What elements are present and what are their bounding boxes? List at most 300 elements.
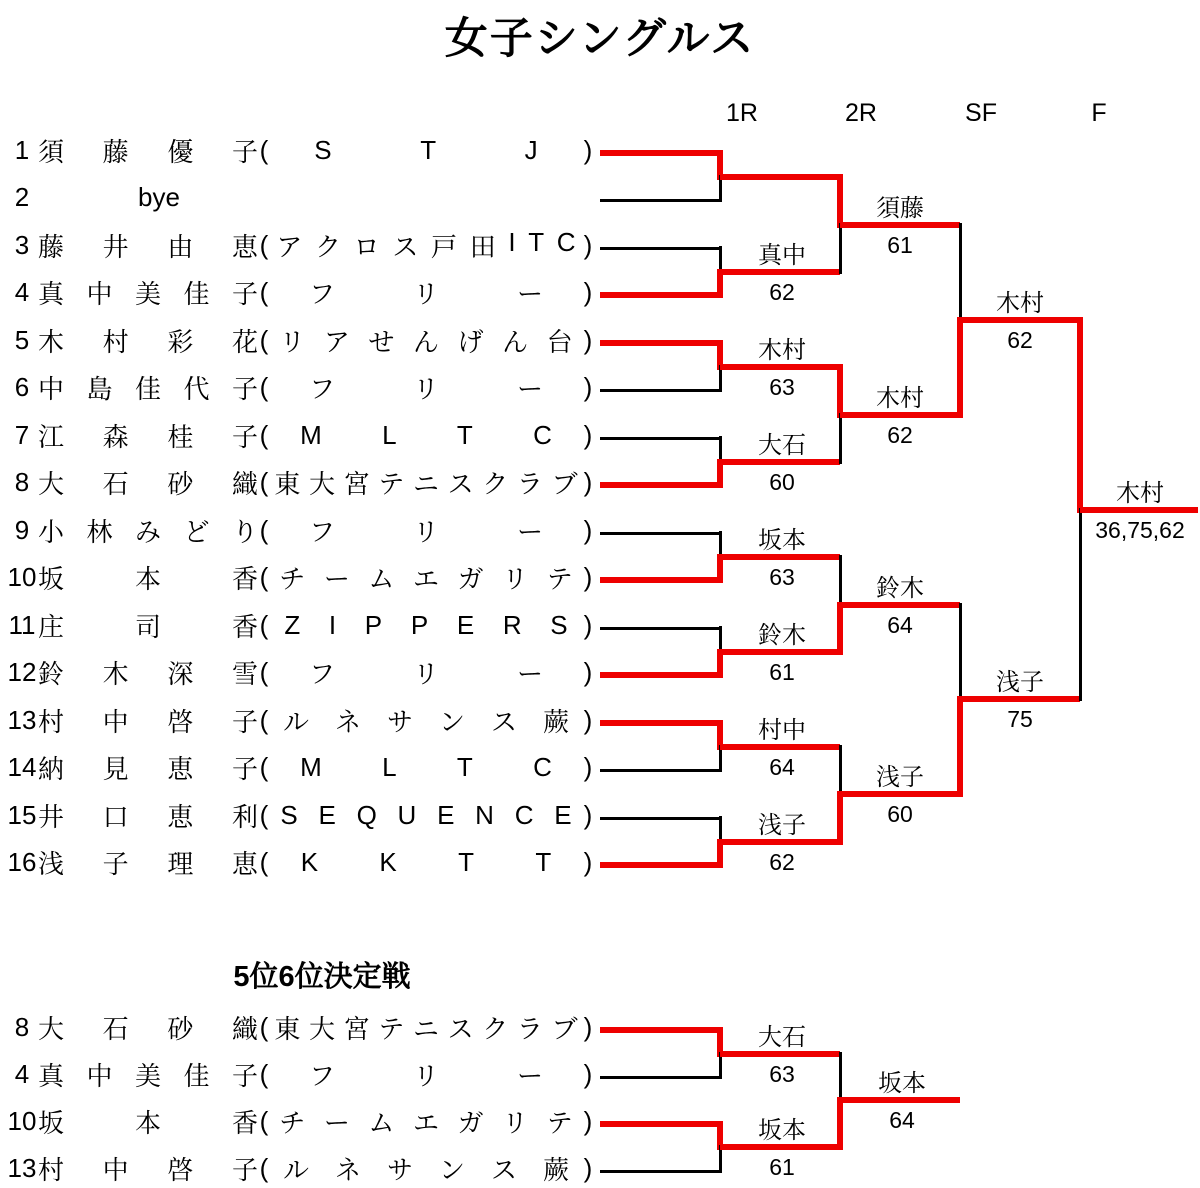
paren-close: ) (583, 799, 593, 830)
text-char: 代 (183, 373, 210, 404)
match-winner-name: 鈴木 (758, 622, 806, 649)
text-char: T (420, 134, 437, 165)
paren-close: ) (583, 419, 593, 450)
entry-row-bye (0, 181, 180, 213)
text-char: 恵 (167, 753, 194, 784)
text-char: チ (279, 1107, 306, 1138)
match-score: 64 (889, 1107, 915, 1133)
entry-seed: 13 (7, 1152, 37, 1183)
entry-club (270, 464, 582, 501)
text-char: I (328, 609, 337, 640)
paren-open: ( (259, 799, 269, 830)
match-score: 63 (769, 564, 795, 590)
bracket-line-h (600, 247, 720, 250)
text-char: リ (412, 1060, 439, 1091)
text-char: M (300, 751, 322, 782)
paren-close: ) (583, 229, 593, 260)
text-char: ン (438, 1154, 465, 1185)
round-header-2r: 2R (845, 99, 877, 127)
paren-open: ( (259, 419, 269, 450)
match-winner-name: 大石 (758, 432, 806, 459)
text-char: T (456, 419, 473, 450)
paren-close: ) (583, 514, 593, 545)
entry-name (38, 1103, 258, 1140)
bracket-line-h (600, 1027, 720, 1033)
entry-seed: 2 (14, 181, 30, 212)
match-winner-label (840, 577, 960, 637)
text-char: 大 (308, 468, 335, 499)
text-char: 江 (38, 421, 65, 452)
match-winner-name: 坂本 (758, 1117, 806, 1144)
entry-row (0, 704, 594, 736)
text-char: 木 (38, 326, 65, 357)
text-char: フ (308, 516, 335, 547)
text-char: 本 (134, 1107, 161, 1138)
text-char: 子 (231, 1060, 258, 1091)
bracket-line-h (600, 577, 720, 583)
text-char: 大 (38, 468, 65, 499)
entry-club (270, 274, 582, 311)
bracket-line-h (720, 174, 840, 180)
text-char: 庄 (38, 611, 65, 642)
text-char: 優 (167, 136, 194, 167)
entry-name (38, 654, 258, 691)
text-char: E (456, 609, 475, 640)
text-char: ネ (334, 706, 361, 737)
match-winner-label (840, 197, 960, 257)
text-char: 井 (38, 801, 65, 832)
champion-label (1080, 482, 1200, 542)
text-char: 台 (546, 326, 573, 357)
entry-name (38, 1056, 258, 1093)
entry-club (270, 420, 582, 451)
text-char: フ (308, 373, 335, 404)
match-winner-name: 須藤 (876, 195, 924, 222)
paren-close: ) (583, 134, 593, 165)
text-char: R (502, 609, 522, 640)
text-char: J (524, 134, 538, 165)
paren-open: ( (259, 276, 269, 307)
bracket-line-h (600, 437, 720, 440)
text-char: U (397, 799, 417, 830)
match-winner-name: 木村 (996, 290, 1044, 317)
text-char: 戸 (431, 231, 458, 262)
entry-row (0, 466, 594, 498)
text-char: ス (392, 231, 419, 262)
entry-row (0, 799, 594, 831)
text-char: 村 (38, 1154, 65, 1185)
match-score: 61 (769, 659, 795, 685)
entry-row (0, 419, 594, 451)
entry-name (38, 227, 258, 264)
text-char: 利 (231, 801, 258, 832)
entry-name (38, 417, 258, 454)
text-char: リ (412, 278, 439, 309)
match-score: 62 (887, 422, 913, 448)
text-char: 木 (102, 658, 129, 689)
match-winner-label (722, 529, 842, 589)
text-char: 雪 (231, 658, 258, 689)
text-char: リ (502, 1107, 529, 1138)
paren-close: ) (583, 751, 593, 782)
match-winner-name: 浅子 (758, 812, 806, 839)
text-char: 司 (134, 611, 161, 642)
text-char: サ (386, 706, 413, 737)
text-char: ー (516, 516, 543, 547)
text-char: C (533, 419, 552, 450)
text-char: 石 (102, 468, 129, 499)
text-char: ブ (551, 468, 578, 499)
text-char: ん (412, 326, 439, 357)
entry-row (0, 324, 594, 356)
entry-seed: 13 (7, 704, 37, 735)
text-char: ア (323, 326, 350, 357)
text-char: ニ (412, 1013, 439, 1044)
text-char: ス (447, 468, 474, 499)
entry-name (38, 702, 258, 739)
text-char: り (231, 516, 258, 547)
paren-close: ) (583, 1105, 593, 1136)
entry-seed: 14 (7, 751, 37, 782)
text-char: 真 (38, 278, 65, 309)
entry-club (270, 1103, 582, 1140)
text-char: 恵 (231, 848, 258, 879)
text-char: ー (516, 278, 543, 309)
text-char: C (556, 226, 576, 257)
text-char: 口 (102, 801, 129, 832)
text-char: ク (482, 1013, 509, 1044)
entry-seed: 16 (7, 846, 37, 877)
text-char: 子 (231, 136, 258, 167)
match-winner-name: 村中 (758, 717, 806, 744)
text-char: 宮 (343, 1013, 370, 1044)
text-char: ロ (353, 231, 380, 262)
text-char: 蕨 (542, 1154, 569, 1185)
entry-row (0, 1152, 594, 1184)
match-winner-name: 坂本 (878, 1070, 926, 1097)
bracket-line-h (600, 1121, 720, 1127)
paren-open: ( (259, 1011, 269, 1042)
match-score: 64 (769, 754, 795, 780)
bracket-line-h (600, 769, 720, 772)
text-char: 子 (231, 1154, 258, 1185)
paren-open: ( (259, 846, 269, 877)
text-char: C (533, 751, 552, 782)
paren-open: ( (259, 229, 269, 260)
paren-close: ) (583, 1058, 593, 1089)
match-winner-name: 坂本 (758, 527, 806, 554)
text-char: 花 (231, 326, 258, 357)
round-header-1r: 1R (726, 99, 758, 127)
paren-close: ) (583, 656, 593, 687)
entry-name (38, 559, 258, 596)
text-char: フ (308, 1060, 335, 1091)
text-char: 納 (38, 753, 65, 784)
match-winner-label (840, 766, 960, 826)
entry-name (38, 797, 258, 834)
text-char: リ (502, 563, 529, 594)
text-char: 香 (231, 611, 258, 642)
entry-row (0, 1105, 594, 1137)
entry-seed: 9 (14, 514, 30, 545)
text-char: E (318, 799, 336, 830)
paren-close: ) (583, 1152, 593, 1183)
text-char: P (364, 609, 383, 640)
text-char: 中 (102, 706, 129, 737)
entry-row (0, 846, 594, 878)
paren-open: ( (259, 656, 269, 687)
text-char: K (300, 846, 319, 877)
text-char: 砂 (167, 1013, 194, 1044)
match-winner-label (722, 339, 842, 399)
match-winner-name: 木村 (1116, 480, 1164, 507)
text-char: S (550, 609, 568, 640)
entry-seed: 15 (7, 799, 37, 830)
text-char: ル (282, 706, 309, 737)
text-char: 林 (86, 516, 113, 547)
entry-seed: 6 (14, 371, 30, 402)
text-char: ー (516, 658, 543, 689)
entry-club (270, 135, 582, 166)
bracket-line-h (600, 199, 720, 202)
match-winner-name: 木村 (758, 337, 806, 364)
entry-seed: 4 (14, 276, 30, 307)
match-winner-label (722, 1119, 842, 1179)
bracket-line-h (600, 1076, 720, 1079)
match-score: 61 (887, 232, 913, 258)
text-char: み (134, 516, 161, 547)
entry-seed: 3 (14, 229, 30, 260)
paren-open: ( (259, 1105, 269, 1136)
match-winner-label (722, 244, 842, 304)
match-winner-name: 真中 (758, 242, 806, 269)
text-char: リ (412, 516, 439, 547)
text-char: テ (546, 563, 573, 594)
entry-club (270, 322, 582, 359)
text-char: チ (279, 563, 306, 594)
bracket-line-h (600, 862, 720, 868)
text-char: 本 (134, 563, 161, 594)
entry-row (0, 1058, 594, 1090)
text-char: 東 (274, 468, 301, 499)
entry-club (270, 559, 582, 596)
match-winner-label (840, 387, 960, 447)
entry-club (270, 752, 582, 783)
entry-row (0, 514, 594, 546)
match-winner-label (960, 292, 1080, 352)
entry-name (38, 844, 258, 881)
entry-club (270, 847, 582, 878)
text-char: 啓 (167, 1154, 194, 1185)
text-char: 村 (102, 326, 129, 357)
text-char: 田 (469, 231, 496, 262)
entry-bye-label: bye (138, 181, 180, 212)
text-char: 井 (102, 231, 129, 262)
text-char: C (514, 799, 534, 830)
text-char: 恵 (231, 231, 258, 262)
text-char: 子 (231, 421, 258, 452)
match-winner-label (722, 1026, 842, 1086)
paren-close: ) (583, 609, 593, 640)
bracket-line-h (600, 672, 720, 678)
text-char: エ (412, 1107, 439, 1138)
text-char: T (535, 846, 552, 877)
text-char: テ (378, 1013, 405, 1044)
text-char: リ (279, 326, 306, 357)
entry-name (38, 607, 258, 644)
match-winner-label (842, 1072, 962, 1132)
bracket-line-h (600, 340, 720, 346)
text-char: 織 (231, 468, 258, 499)
text-char: 大 (308, 1013, 335, 1044)
text-char: 恵 (167, 801, 194, 832)
bracket-line-h (600, 389, 720, 392)
text-char: ガ (457, 1107, 484, 1138)
paren-close: ) (583, 704, 593, 735)
text-char: 藤 (102, 136, 129, 167)
text-char: ク (315, 231, 342, 262)
text-char: 香 (231, 563, 258, 594)
bracket-line-h (600, 720, 720, 726)
text-char: 森 (102, 421, 129, 452)
text-char: せ (368, 326, 395, 357)
text-char: リ (412, 658, 439, 689)
text-char: 深 (167, 658, 194, 689)
text-char: 小 (38, 516, 65, 547)
bracket-line-h (600, 150, 720, 156)
match-winner-label (722, 624, 842, 684)
entry-row (0, 226, 594, 262)
match-score: 75 (1007, 706, 1033, 732)
entry-club (270, 1009, 582, 1046)
text-char: ん (502, 326, 529, 357)
paren-open: ( (259, 561, 269, 592)
text-char: リ (412, 373, 439, 404)
text-char: 須 (38, 136, 65, 167)
text-char: 東 (274, 1013, 301, 1044)
text-char: S (314, 134, 332, 165)
text-char: げ (457, 326, 484, 357)
text-char: 佳 (134, 373, 161, 404)
text-char: 子 (231, 373, 258, 404)
text-char: テ (378, 468, 405, 499)
text-char: 藤 (38, 231, 65, 262)
match-winner-name: 浅子 (996, 669, 1044, 696)
match-winner-label (722, 434, 842, 494)
text-char: N (475, 799, 494, 830)
text-char: ム (368, 1107, 395, 1138)
match-winner-name: 浅子 (876, 764, 924, 791)
entry-name (38, 322, 258, 359)
text-char: テ (546, 1107, 573, 1138)
match-winner-label (722, 719, 842, 779)
entry-club (270, 610, 582, 641)
text-char: ム (368, 563, 395, 594)
text-char: ブ (551, 1013, 578, 1044)
bracket-line-h (600, 1170, 720, 1173)
paren-open: ( (259, 1152, 269, 1183)
page-title: 女子シングルス (444, 15, 756, 63)
entry-club (270, 227, 582, 264)
entry-club (270, 654, 582, 691)
text-char: 蕨 (542, 706, 569, 737)
text-char: ス (490, 706, 517, 737)
text-char: ン (438, 706, 465, 737)
match-score: 63 (769, 1061, 795, 1087)
entry-seed: 4 (14, 1058, 30, 1089)
paren-close: ) (583, 324, 593, 355)
text-char: 由 (167, 231, 194, 262)
entry-name (38, 132, 258, 169)
entry-seed: 12 (7, 656, 37, 687)
text-char: 子 (231, 706, 258, 737)
text-char: 桂 (167, 421, 194, 452)
text-char: ー (323, 1107, 350, 1138)
text-char: E (554, 799, 572, 830)
text-char: ク (482, 468, 509, 499)
text-char: ス (447, 1013, 474, 1044)
paren-open: ( (259, 466, 269, 497)
match-winner-name: 木村 (876, 385, 924, 412)
text-char: M (300, 419, 322, 450)
paren-open: ( (259, 514, 269, 545)
text-char: L (382, 751, 397, 782)
entry-seed: 10 (7, 1105, 37, 1136)
entry-seed: 7 (14, 419, 30, 450)
text-char: 啓 (167, 706, 194, 737)
match-score: 60 (769, 469, 795, 495)
entry-name (38, 274, 258, 311)
paren-open: ( (259, 1058, 269, 1089)
match-score: 63 (769, 374, 795, 400)
entry-name (38, 369, 258, 406)
entry-club (270, 369, 582, 406)
bracket-line-h (600, 817, 720, 820)
playoff-title: 5位6位決定戦 (233, 961, 411, 993)
text-char: K (379, 846, 397, 877)
text-char: T (458, 846, 475, 877)
match-score: 62 (1007, 327, 1033, 353)
entry-club (270, 800, 582, 831)
paren-open: ( (259, 324, 269, 355)
text-char: 子 (231, 753, 258, 784)
paren-close: ) (583, 276, 593, 307)
text-char: 浅 (38, 848, 65, 879)
match-score: 62 (769, 849, 795, 875)
text-char: L (382, 419, 397, 450)
match-winner-name: 大石 (758, 1024, 806, 1051)
paren-open: ( (259, 371, 269, 402)
text-char: T (456, 751, 473, 782)
text-char: ど (183, 516, 210, 547)
entry-club (270, 1150, 582, 1187)
entry-club (270, 702, 582, 739)
text-char: I (508, 226, 516, 257)
paren-open: ( (259, 134, 269, 165)
text-char: 島 (86, 373, 113, 404)
entry-seed: 10 (7, 561, 37, 592)
entry-name (38, 1150, 258, 1187)
text-char: ー (516, 1060, 543, 1091)
entry-row (0, 276, 594, 308)
text-char: 見 (102, 753, 129, 784)
text-char: ラ (516, 468, 543, 499)
text-char: フ (308, 278, 335, 309)
round-header-sf: SF (965, 99, 997, 127)
text-char: 石 (102, 1013, 129, 1044)
text-char: 美 (134, 278, 161, 309)
paren-open: ( (259, 609, 269, 640)
